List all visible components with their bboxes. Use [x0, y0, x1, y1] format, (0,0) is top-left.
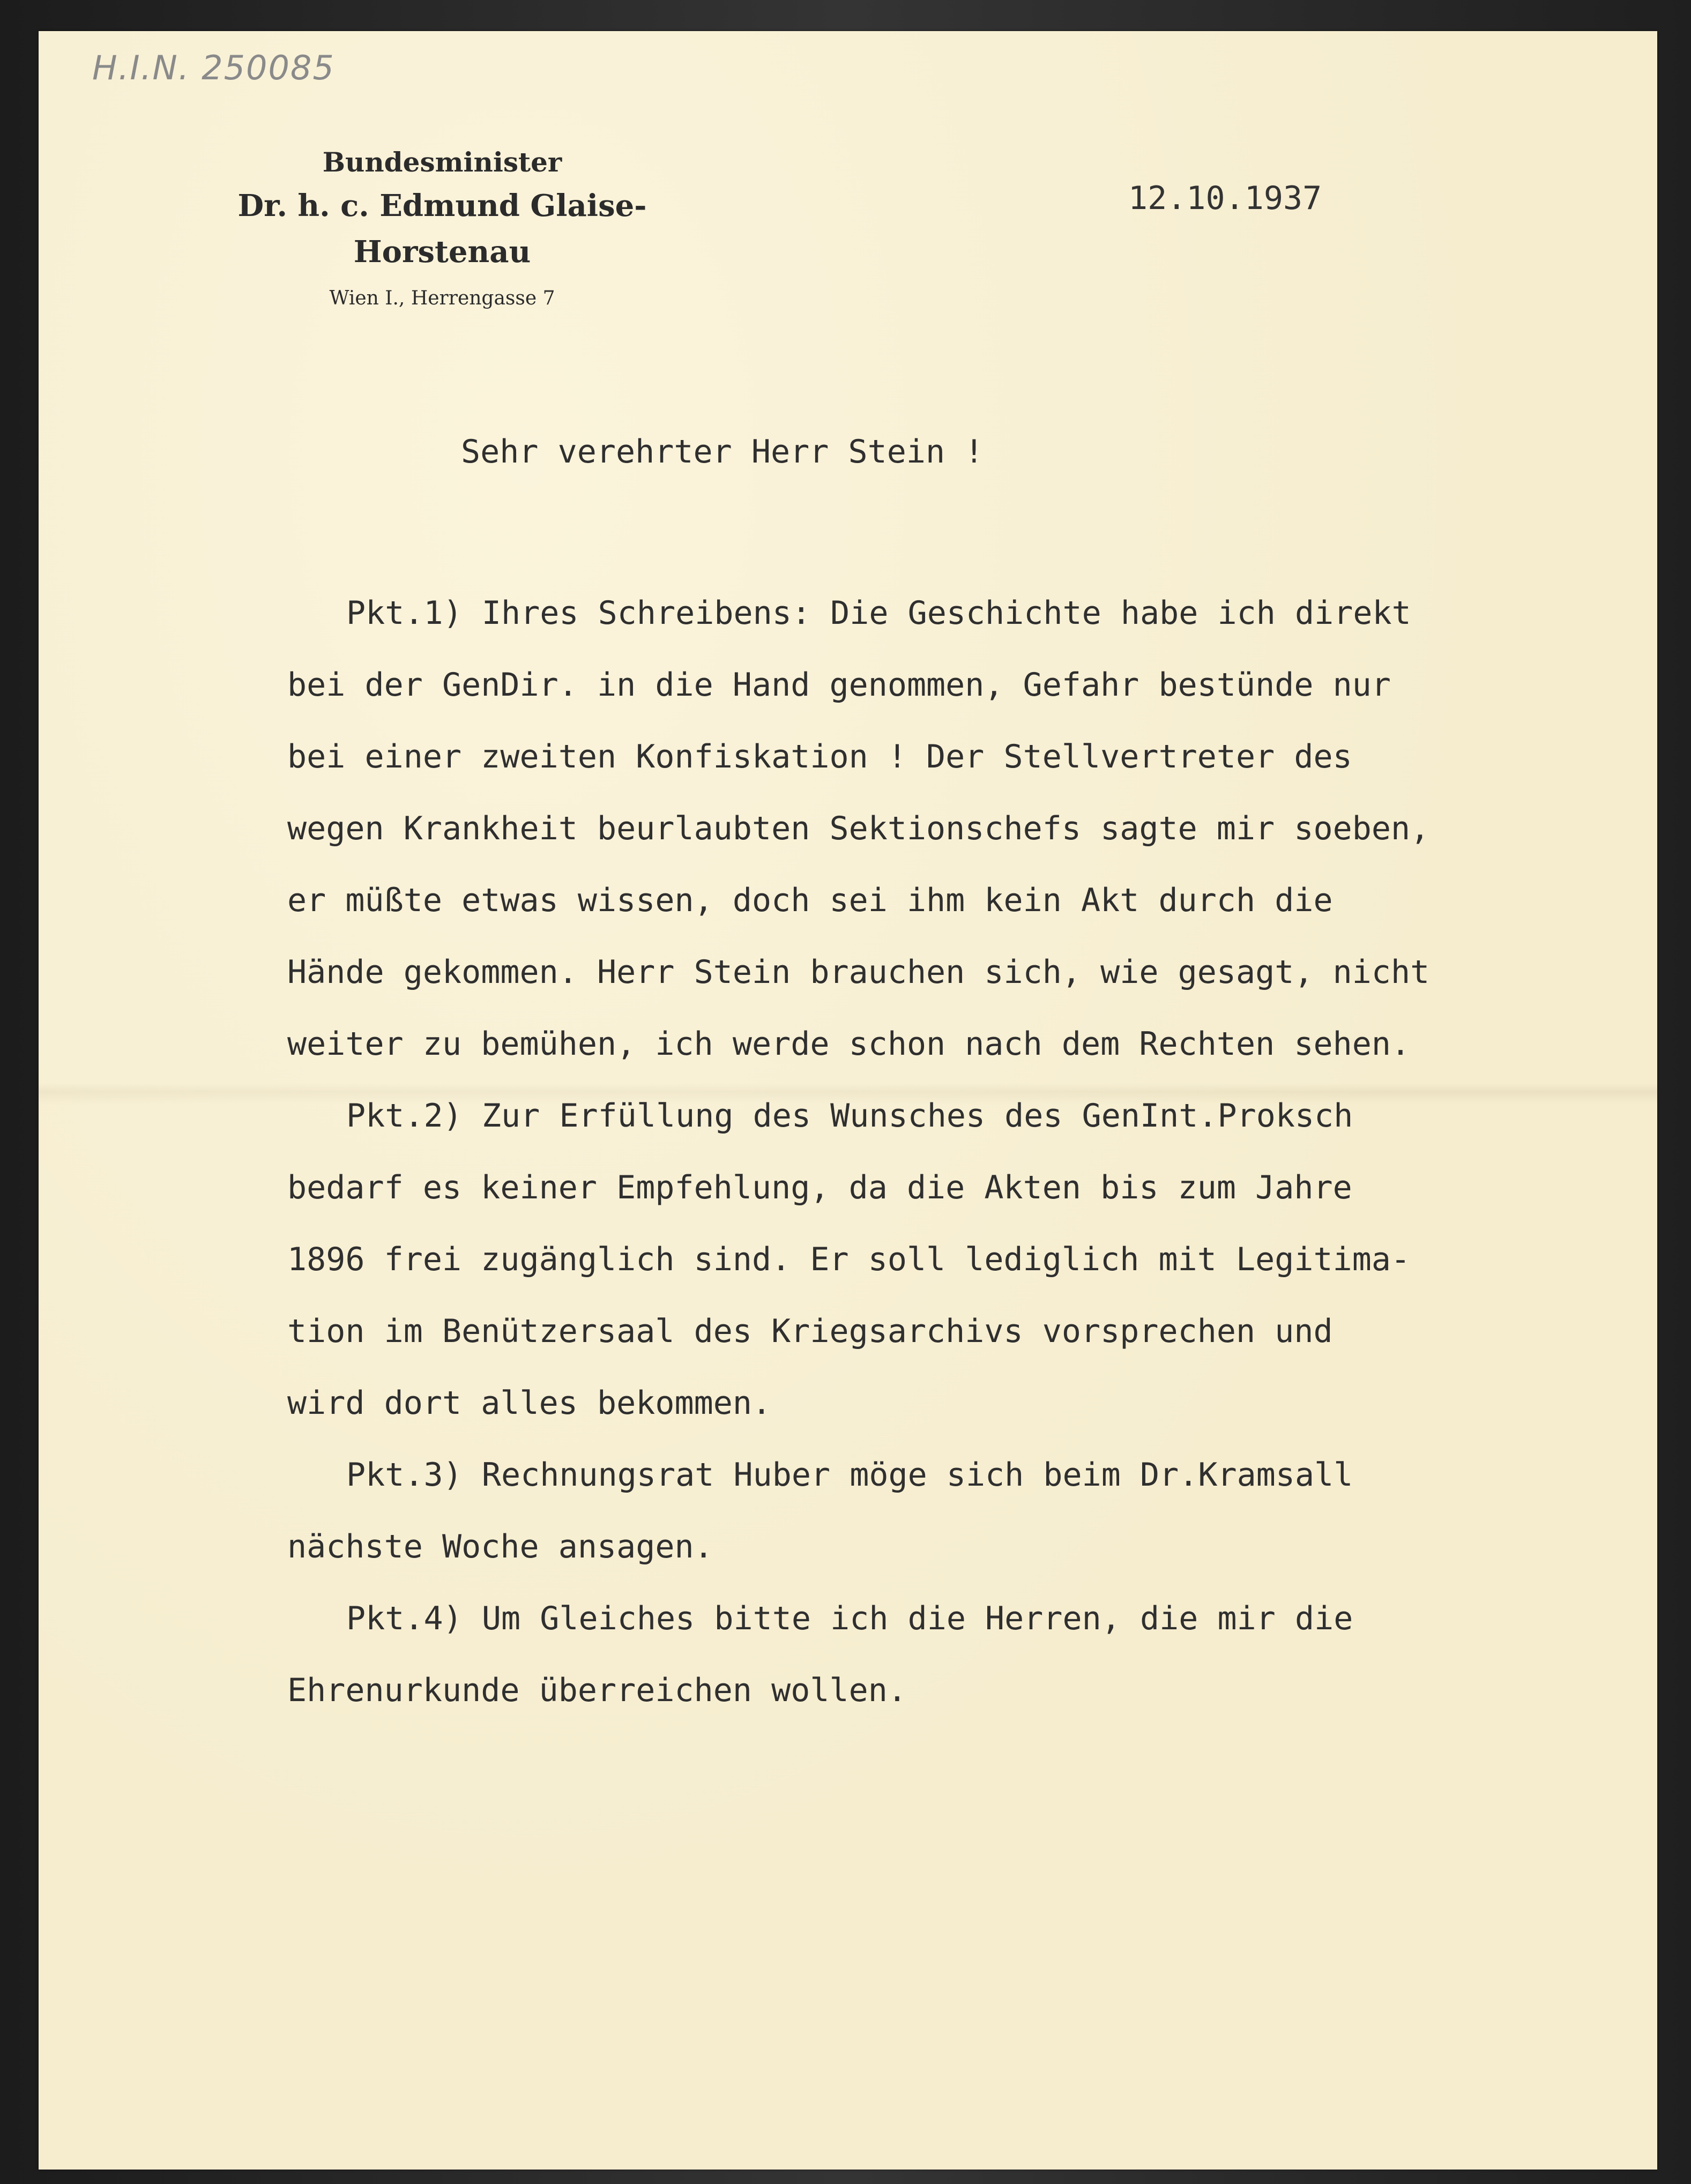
body-line: Ehrenurkunde überreichen wollen. — [287, 1672, 907, 1709]
body-line: Pkt.4) Um Gleiches bitte ich die Herren, die mir die — [346, 1600, 1353, 1637]
body-line: bei einer zweiten Konfiskation ! Der Stellvertreter des — [287, 738, 1352, 776]
paragraph-pkt4 — [287, 1583, 1563, 1726]
body-line: nächste Woche ansagen. — [287, 1528, 713, 1566]
letter-body — [287, 577, 1563, 1726]
paragraph-pkt2 — [287, 1080, 1563, 1439]
body-line: bedarf es keiner Empfehlung, da die Akten bis zum Jahre — [287, 1169, 1352, 1206]
salutation: Sehr verehrter Herr Stein ! — [461, 433, 984, 471]
letterhead-name: Dr. h. c. Edmund Glaise-Horstenau — [237, 188, 647, 270]
letterhead-title: Bundesminister — [322, 146, 562, 178]
body-line: Hände gekommen. Herr Stein brauchen sich, wie gesagt, nicht — [287, 953, 1430, 991]
paragraph-pkt3 — [287, 1439, 1563, 1583]
letterhead-address: Wien I., Herrengasse 7 — [329, 287, 555, 309]
body-line: Pkt.2) Zur Erfüllung des Wunsches des GenInt.Proksch — [346, 1097, 1353, 1135]
body-line: wird dort alles bekommen. — [287, 1384, 772, 1422]
letterhead — [193, 142, 691, 319]
paragraph-pkt1 — [287, 577, 1563, 1080]
letter-date: 12.10.1937 — [1128, 180, 1322, 217]
body-line: er müßte etwas wissen, doch sei ihm kein Akt durch die — [287, 882, 1333, 919]
body-line: weiter zu bemühen, ich werde schon nach dem Rechten sehen. — [287, 1025, 1411, 1063]
body-line: 1896 frei zugänglich sind. Er soll lediglich mit Legitima- — [287, 1241, 1411, 1278]
body-line: bei der GenDir. in die Hand genommen, Gefahr bestünde nur — [287, 666, 1391, 704]
body-line: tion im Benützersaal des Kriegsarchivs vorsprechen und — [287, 1313, 1333, 1350]
body-line: Pkt.3) Rechnungsrat Huber möge sich beim Dr.Kramsall — [346, 1456, 1353, 1494]
body-line: Pkt.1) Ihres Schreibens: Die Geschichte habe ich direkt — [346, 594, 1411, 632]
body-line: wegen Krankheit beurlaubten Sektionschefs sagte mir soeben, — [287, 810, 1430, 847]
archive-number: H.I.N. 250085 — [92, 48, 335, 87]
